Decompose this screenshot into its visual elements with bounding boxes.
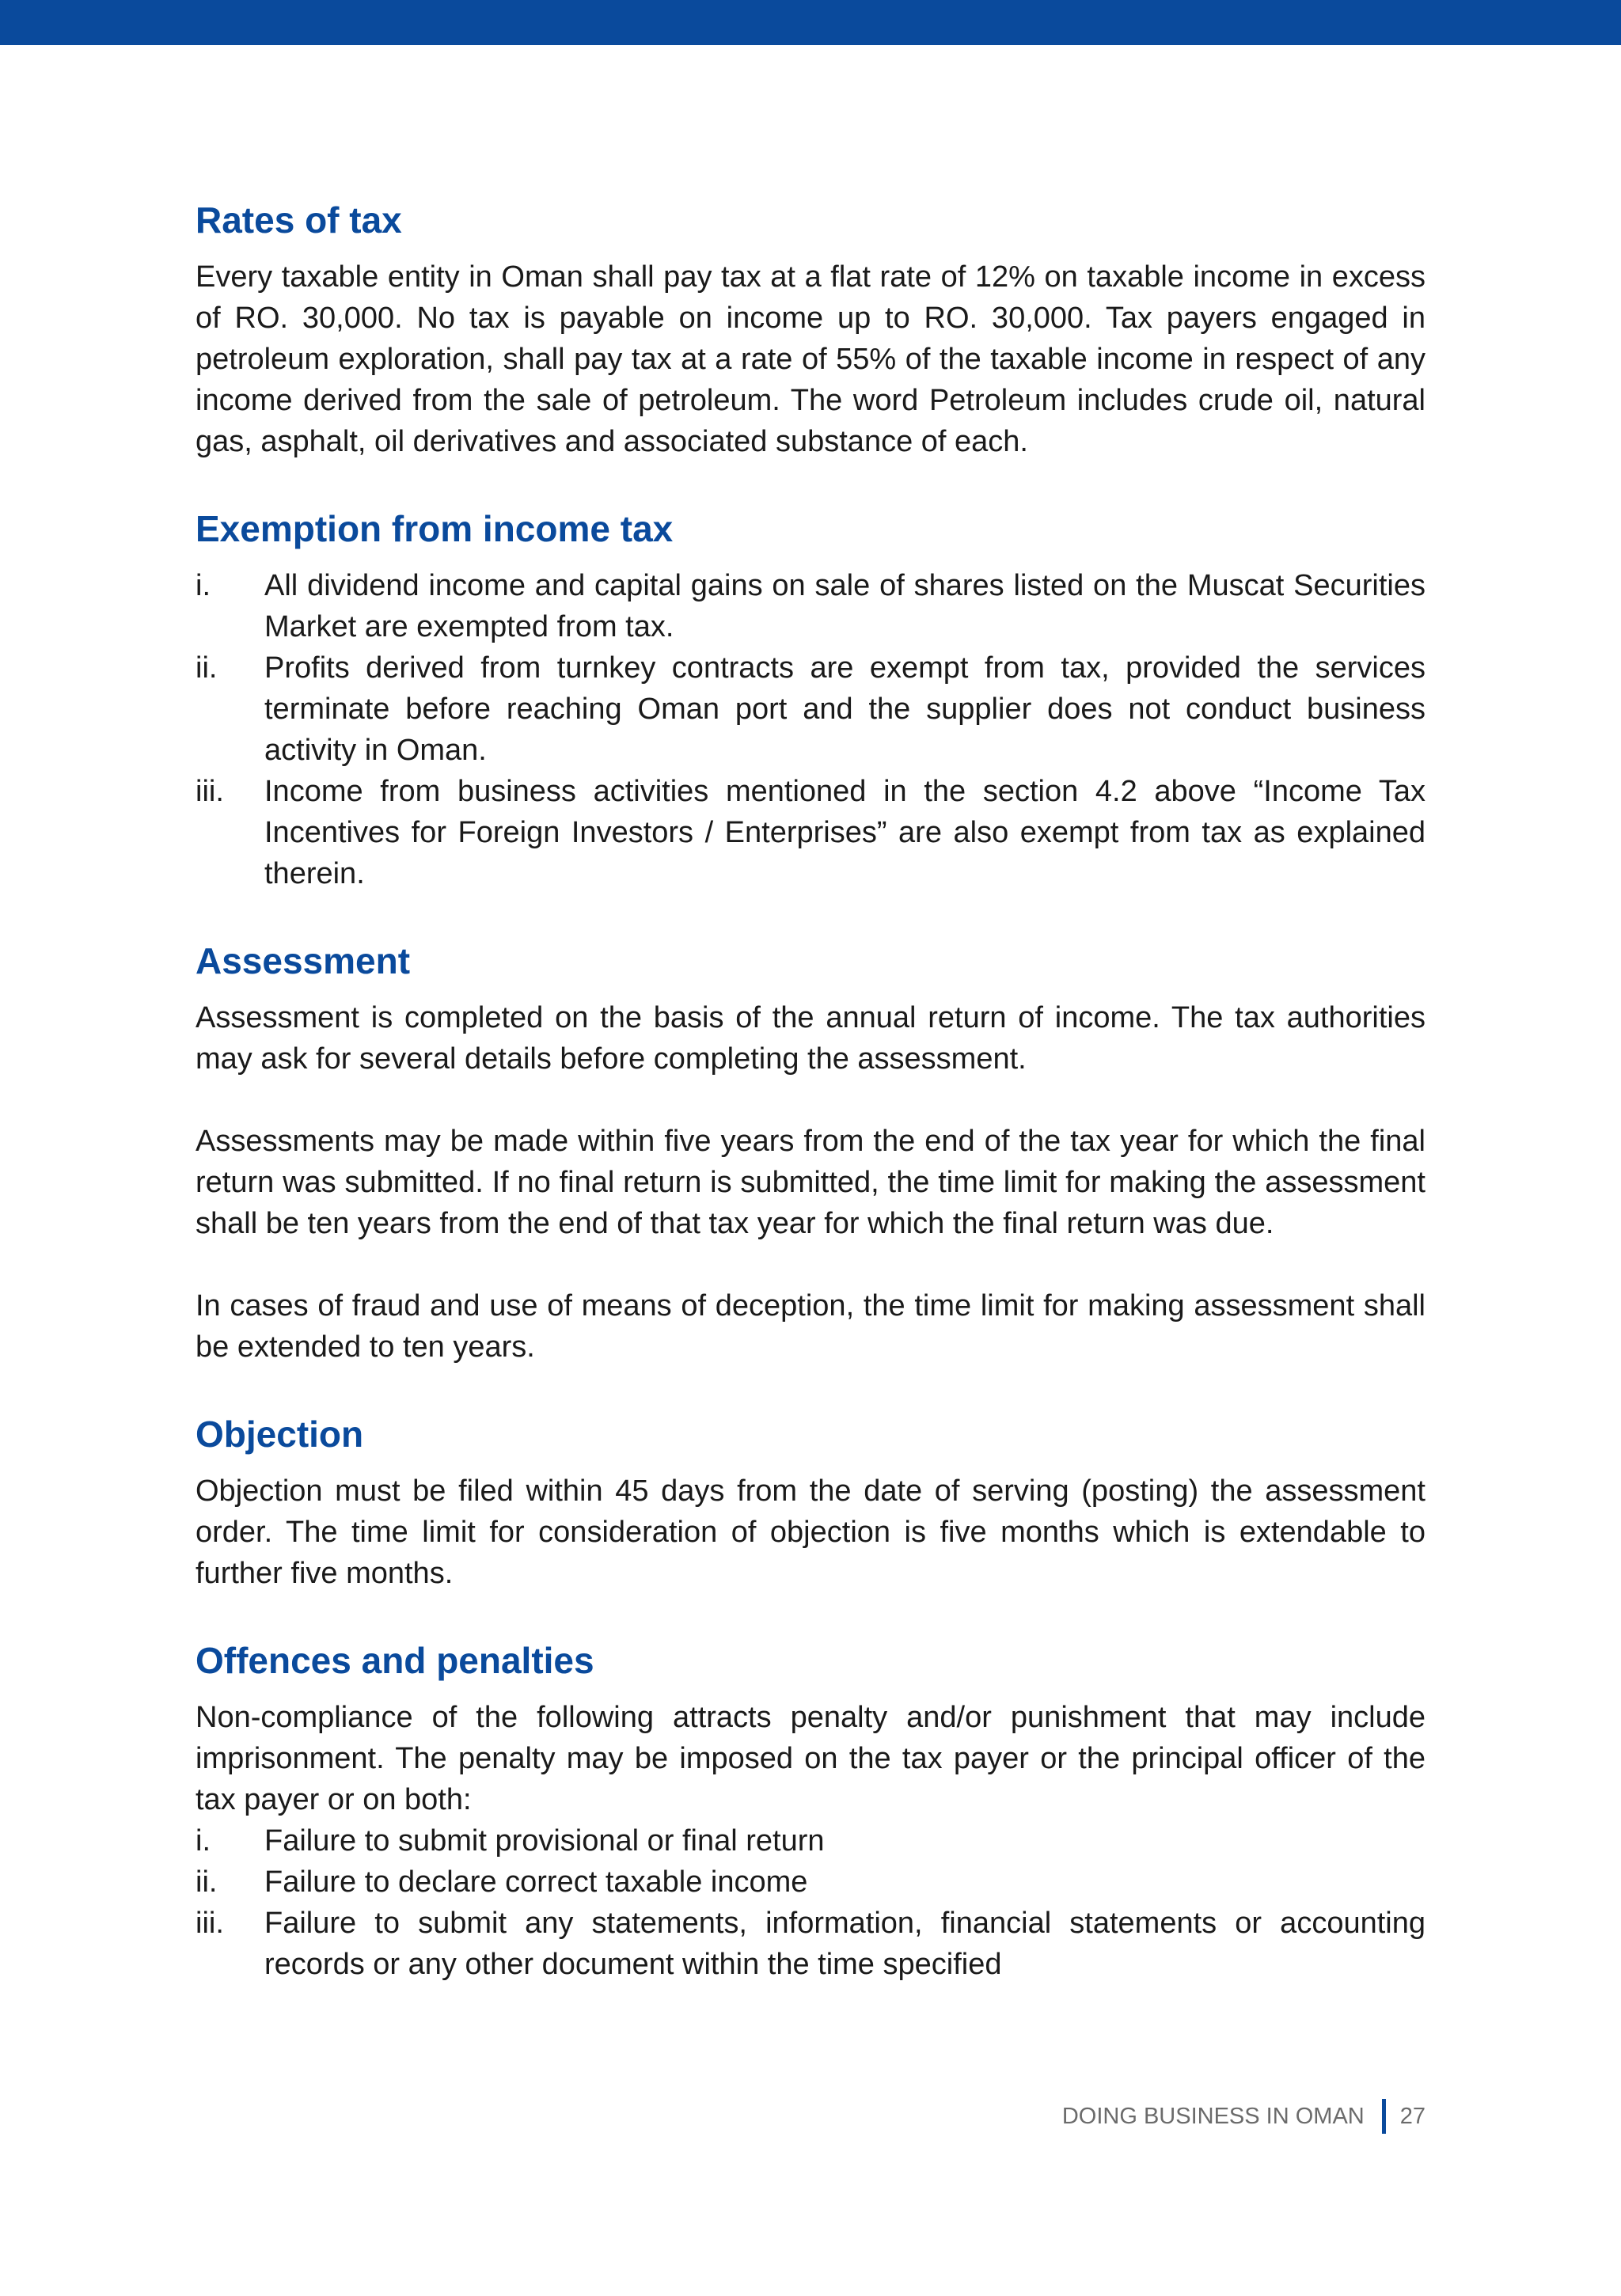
section-objection bbox=[196, 1412, 1425, 1594]
list-item bbox=[196, 1820, 1425, 1861]
section-assessment bbox=[196, 939, 1425, 1368]
paragraph-objection: Objection must be filed within 45 days from the date of serving (posting) the assessment order. The time limit for consideration of objection is five months which is extendable to further five months. bbox=[196, 1474, 1425, 1590]
list-item-number: ii. bbox=[196, 1865, 218, 1899]
list-item bbox=[196, 565, 1425, 647]
section-offences bbox=[196, 1638, 1425, 1985]
list-item-text: Profits derived from turnkey contracts are exempt from tax, provided the services terminate before reaching Oman port and the supplier does not conduct business activity in Oman. bbox=[264, 651, 1425, 767]
top-banner bbox=[0, 0, 1621, 45]
paragraph-rates-of-tax: Every taxable entity in Oman shall pay tax at a flat rate of 12% on taxable income in excess of RO. 30,000. No tax is payable on income up to RO. 30,000. Tax payers engaged in petroleum exploration, shall pay tax at a rate of 55% of the taxable income in respect of any income derived from the sale of petroleum. The word Petroleum includes crude oil, natural gas, asphalt, oil derivatives and associated substance of each. bbox=[196, 260, 1425, 458]
list-item-number: i. bbox=[196, 569, 211, 602]
heading-assessment: Assessment bbox=[196, 940, 411, 981]
list-item-number: iii. bbox=[196, 775, 224, 808]
list-item-text: All dividend income and capital gains on sale of shares listed on the Muscat Securities Market are exempted from tax. bbox=[264, 569, 1425, 643]
list-item bbox=[196, 1861, 1425, 1903]
paragraph-assessment-3: In cases of fraud and use of means of deception, the time limit for making assessment shall be extended to ten years. bbox=[196, 1289, 1425, 1364]
list-item-text: Failure to submit provisional or final return bbox=[264, 1824, 825, 1858]
exemption-list bbox=[196, 565, 1425, 894]
document-body bbox=[196, 198, 1425, 2029]
offences-list bbox=[196, 1820, 1425, 1985]
list-item-number: i. bbox=[196, 1824, 211, 1858]
page-number: 27 bbox=[1399, 2103, 1425, 2129]
heading-exemption: Exemption from income tax bbox=[196, 508, 674, 549]
list-item bbox=[196, 1903, 1425, 1985]
section-exemption bbox=[196, 507, 1425, 894]
paragraph-assessment-2: Assessments may be made within five years from the end of the tax year for which the final return was submitted. If no final return is submitted, the time limit for making the assessment shall be ten years from the end of that tax year for which the final return was due. bbox=[196, 1125, 1425, 1240]
list-item-text: Failure to submit any statements, information, financial statements or accounting records or any other document within the time specified bbox=[264, 1907, 1425, 1981]
list-item-number: ii. bbox=[196, 651, 218, 685]
heading-objection: Objection bbox=[196, 1414, 364, 1455]
footer-title: DOING BUSINESS IN OMAN bbox=[1061, 2103, 1365, 2129]
page-footer bbox=[1062, 2099, 1425, 2134]
list-item-number: iii. bbox=[196, 1907, 224, 1940]
list-item bbox=[196, 647, 1425, 771]
paragraph-assessment-1: Assessment is completed on the basis of the annual return of income. The tax authorities may ask for several details before completing the assessment. bbox=[196, 1001, 1425, 1076]
footer-divider bbox=[1382, 2099, 1386, 2134]
list-item-text: Income from business activities mentioned in the section 4.2 above “Income Tax Incentives for Foreign Investors / Enterprises” are also exempt from tax as explained therein. bbox=[264, 775, 1425, 890]
list-item bbox=[196, 771, 1425, 894]
paragraph-offences: Non-compliance of the following attracts penalty and/or punishment that may include imprisonment. The penalty may be imposed on the tax payer or the principal officer of the tax payer or on both: bbox=[196, 1701, 1425, 1816]
section-rates-of-tax bbox=[196, 198, 1425, 462]
list-item-text: Failure to declare correct taxable income bbox=[264, 1865, 808, 1899]
heading-rates-of-tax: Rates of tax bbox=[196, 199, 402, 241]
heading-offences: Offences and penalties bbox=[196, 1640, 594, 1681]
